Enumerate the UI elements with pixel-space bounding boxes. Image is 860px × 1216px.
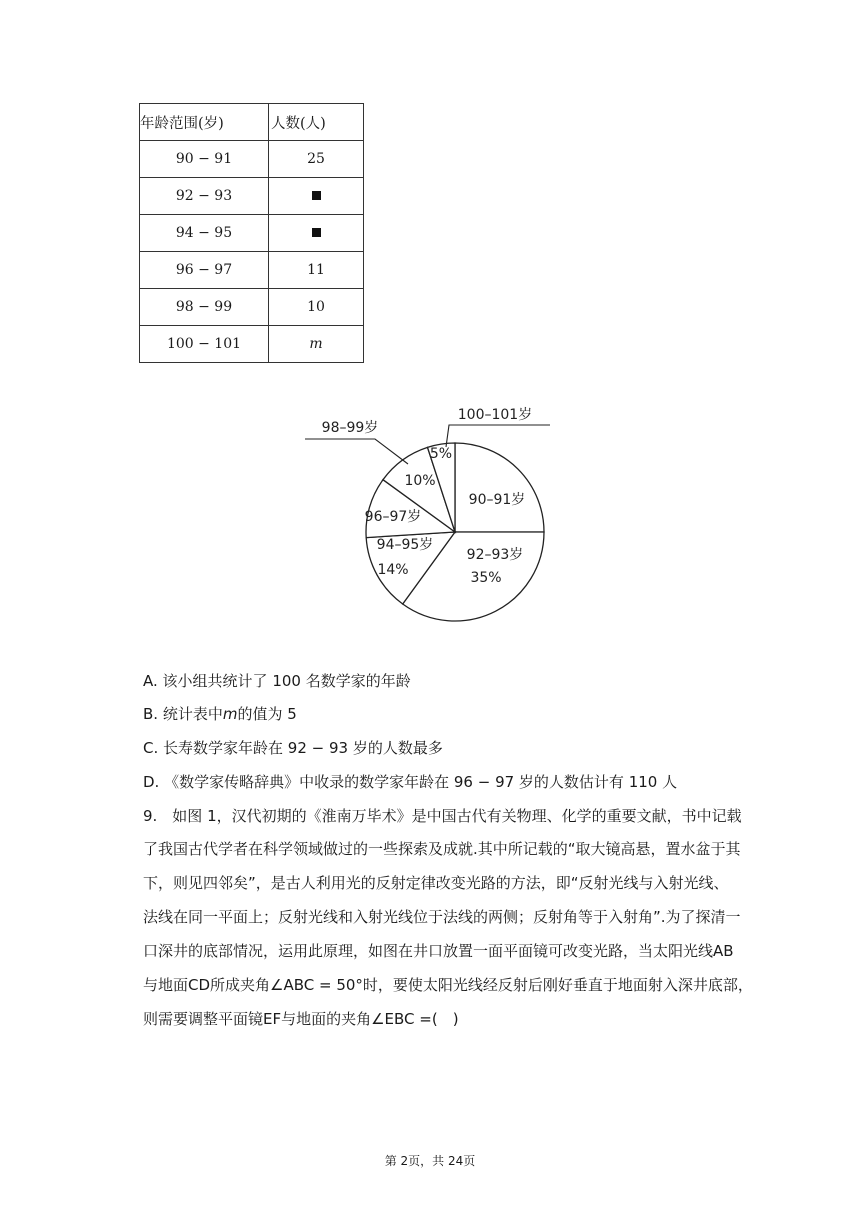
- question-9-line: 法线在同一平面上；反射光线和入射光线位于法线的两侧；反射角等于入射角”.为了探清一: [143, 908, 741, 926]
- slice-label: 96–97岁: [364, 509, 422, 525]
- option-text: 该小组共统计了 100 名数学家的年龄: [162, 672, 411, 690]
- option-text: 统计表中: [162, 705, 223, 723]
- cell-range: 100 − 101: [140, 326, 269, 363]
- question-9-line: 下，则见四邻矣”，是古人利用光的反射定律改变光路的方法，即“反射光线与入射光线、: [143, 874, 729, 892]
- question-9-line: 了我国古代学者在科学领域做过的一些探索及成就.其中所记载的“取大镜高悬，置水盆于其: [143, 840, 741, 858]
- pie-chart: [300, 400, 560, 640]
- slice-label: 90–91岁: [468, 492, 526, 508]
- option-letter: C.: [143, 739, 159, 757]
- cell-count: m: [269, 326, 364, 363]
- slice-percent-label: 5%: [429, 446, 453, 462]
- option-text: 的值为 5: [237, 705, 297, 723]
- age-count-table: [139, 103, 364, 363]
- question-9-line: 口深井的底部情况，运用此原理，如图在井口放置一面平面镜可改变光路，当太阳光线AB: [143, 942, 734, 960]
- cell-range: 98 − 99: [140, 289, 269, 326]
- leader-line: [305, 439, 408, 464]
- table-row: [140, 178, 364, 215]
- cell-count: [269, 215, 364, 252]
- table-header-row: [140, 104, 364, 141]
- option-a: [143, 670, 411, 691]
- cell-range: 92 − 93: [140, 178, 269, 215]
- cell-range: 90 − 91: [140, 141, 269, 178]
- cell-range: 96 − 97: [140, 252, 269, 289]
- cell-count: 25: [269, 141, 364, 178]
- cell-count: 10: [269, 289, 364, 326]
- table-row: [140, 326, 364, 363]
- math-variable: m: [222, 705, 238, 723]
- option-letter: A.: [143, 672, 158, 690]
- question-9-line: 则需要调整平面镜EF与地面的夹角∠EBC =( ): [143, 1010, 459, 1028]
- table-row: [140, 141, 364, 178]
- slice-percent-label: 10%: [404, 473, 436, 489]
- slice-label: 100–101岁: [457, 407, 533, 423]
- option-text: 长寿数学家年龄在 92 − 93 岁的人数最多: [163, 739, 443, 757]
- slice-label: 98–99岁: [321, 420, 379, 436]
- option-letter: D.: [143, 773, 160, 791]
- black-square-placeholder: [312, 228, 321, 237]
- option-c: [143, 737, 443, 758]
- option-d: [143, 771, 677, 792]
- cell-count: [269, 178, 364, 215]
- slice-percent-label: 14%: [377, 562, 409, 578]
- question-9-line: 9. 如图 1，汉代初期的《淮南万毕术》是中国古代有关物理、化学的重要文献，书中记载: [143, 807, 742, 825]
- table-row: [140, 252, 364, 289]
- table-row: [140, 289, 364, 326]
- option-text: 《数学家传略辞典》中收录的数学家年龄在 96 − 97 岁的人数估计有 110 人: [164, 773, 678, 791]
- slice-percent-label: 35%: [470, 570, 502, 586]
- black-square-placeholder: [312, 191, 321, 200]
- table-row: [140, 215, 364, 252]
- question-9-line: 与地面CD所成夹角∠ABC = 50°时，要使太阳光线经反射后刚好垂直于地面射入深井底部，: [143, 976, 753, 994]
- cell-range: 94 − 95: [140, 215, 269, 252]
- header-age-range: 年龄范围(岁): [140, 104, 269, 141]
- cell-count: 11: [269, 252, 364, 289]
- slice-label: 94–95岁: [376, 537, 434, 553]
- page-footer: 第 2页，共 24页: [384, 1154, 476, 1168]
- option-letter: B.: [143, 705, 159, 723]
- pie-slice: [455, 443, 544, 532]
- slice-label: 92–93岁: [466, 547, 524, 563]
- header-count: 人数(人): [269, 104, 364, 141]
- option-b: [143, 703, 297, 724]
